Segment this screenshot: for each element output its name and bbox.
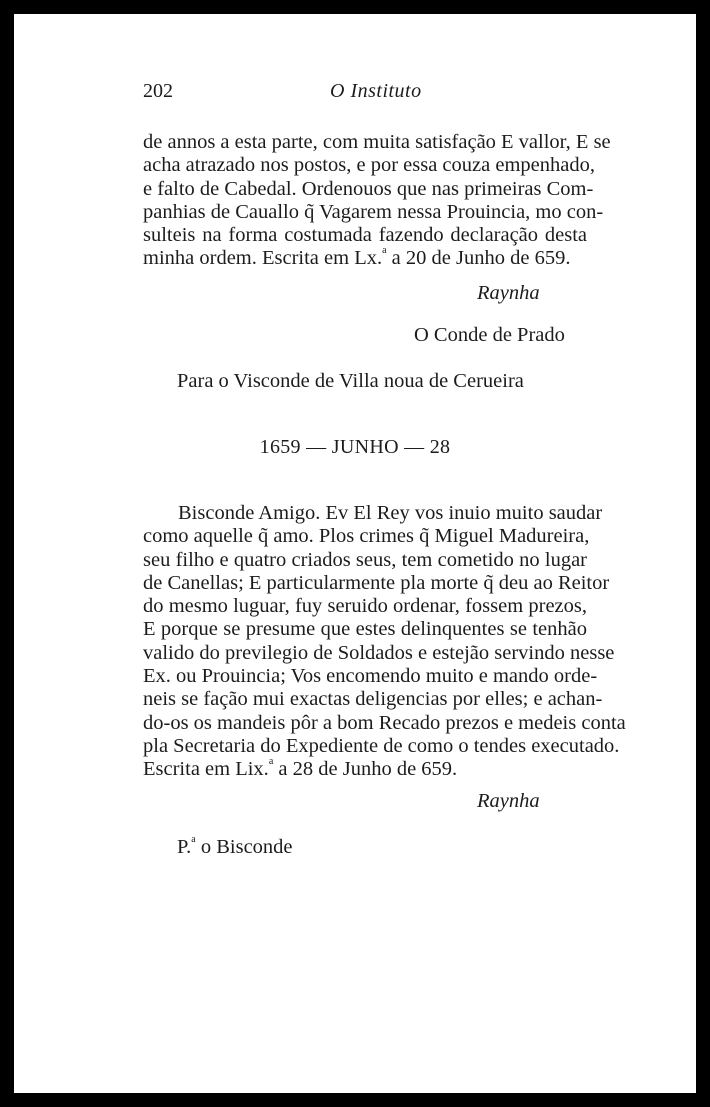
cosigner: O Conde de Prado	[414, 324, 565, 346]
signature-raynha-1: Raynha	[477, 282, 540, 304]
closing-text: Escrita em Lix.	[143, 758, 269, 781]
abbrev-superscript: a	[268, 756, 274, 768]
closing-date: a 28 de Junho de 659.	[273, 758, 458, 781]
text-line: pla Secretaria do Expediente de como o tendes executado.	[143, 734, 620, 757]
letter-1-body	[143, 131, 611, 271]
date-heading: 1659 — JUNHO — 28	[259, 436, 451, 458]
closing-date: a 20 de Junho de 659.	[386, 247, 571, 270]
text-line: sulteis na forma costumada fazendo declaração desta	[143, 224, 587, 247]
closing-text: minha ordem. Escrita em Lx.	[143, 247, 383, 270]
abbrev-superscript: a	[191, 834, 196, 845]
text-line-closing	[143, 758, 587, 781]
text-line: do-os os mandeis pôr a bom Recado prezos e medeis conta	[143, 711, 626, 734]
text-line: E porque se presume que estes delinquentes se tenhão	[143, 618, 587, 641]
text-line: seu filho e quatro criados seus, tem cometido no lugar	[143, 548, 587, 571]
abbrev-superscript: a	[382, 245, 387, 257]
text-line: de annos a esta parte, com muita satisfação E vallor, E se	[143, 131, 611, 153]
letter-2-body	[143, 502, 626, 782]
text-line: neis se fação mui exactas deligencias por elles; e achan-	[143, 688, 603, 711]
text-line: do mesmo luguar, fuy seruido ordenar, fossem prezos,	[143, 595, 587, 618]
text-line: e falto de Cabedal. Ordenouos que nas primeiras Com-	[143, 177, 594, 200]
page-number: 202	[143, 80, 173, 102]
text-line-closing	[143, 247, 587, 270]
page-header	[143, 80, 553, 106]
text-line: valido do previlegio de Soldados e estejão servindo nesse	[143, 641, 615, 664]
signature-raynha-2: Raynha	[477, 790, 540, 812]
text-line: como aquelle q̃ amo. Plos crimes q̃ Miguel Madureira,	[143, 525, 590, 548]
text-line: acha atrazado nos postos, e por essa couza empenhado,	[143, 154, 595, 177]
running-title: O Instituto	[330, 80, 422, 102]
text-line: Ex. ou Prouincia; Vos encomendo muito e mando orde-	[143, 665, 598, 688]
recipient-1: Para o Visconde de Villa noua de Cerueira	[177, 370, 524, 392]
book-page	[14, 14, 696, 1093]
text-line: de Canellas; E particularmente pla morte q̃ deu ao Reitor	[143, 571, 610, 594]
text-line: panhias de Cauallo q̃ Vagarem nessa Prouincia, mo con-	[143, 200, 604, 223]
recipient-2	[177, 836, 293, 859]
recipient-abbrev: P.	[177, 836, 192, 858]
text-line-first: Bisconde Amigo. Ev El Rey vos inuio muito saudar	[178, 502, 603, 524]
recipient-name: o Bisconde	[195, 836, 293, 858]
